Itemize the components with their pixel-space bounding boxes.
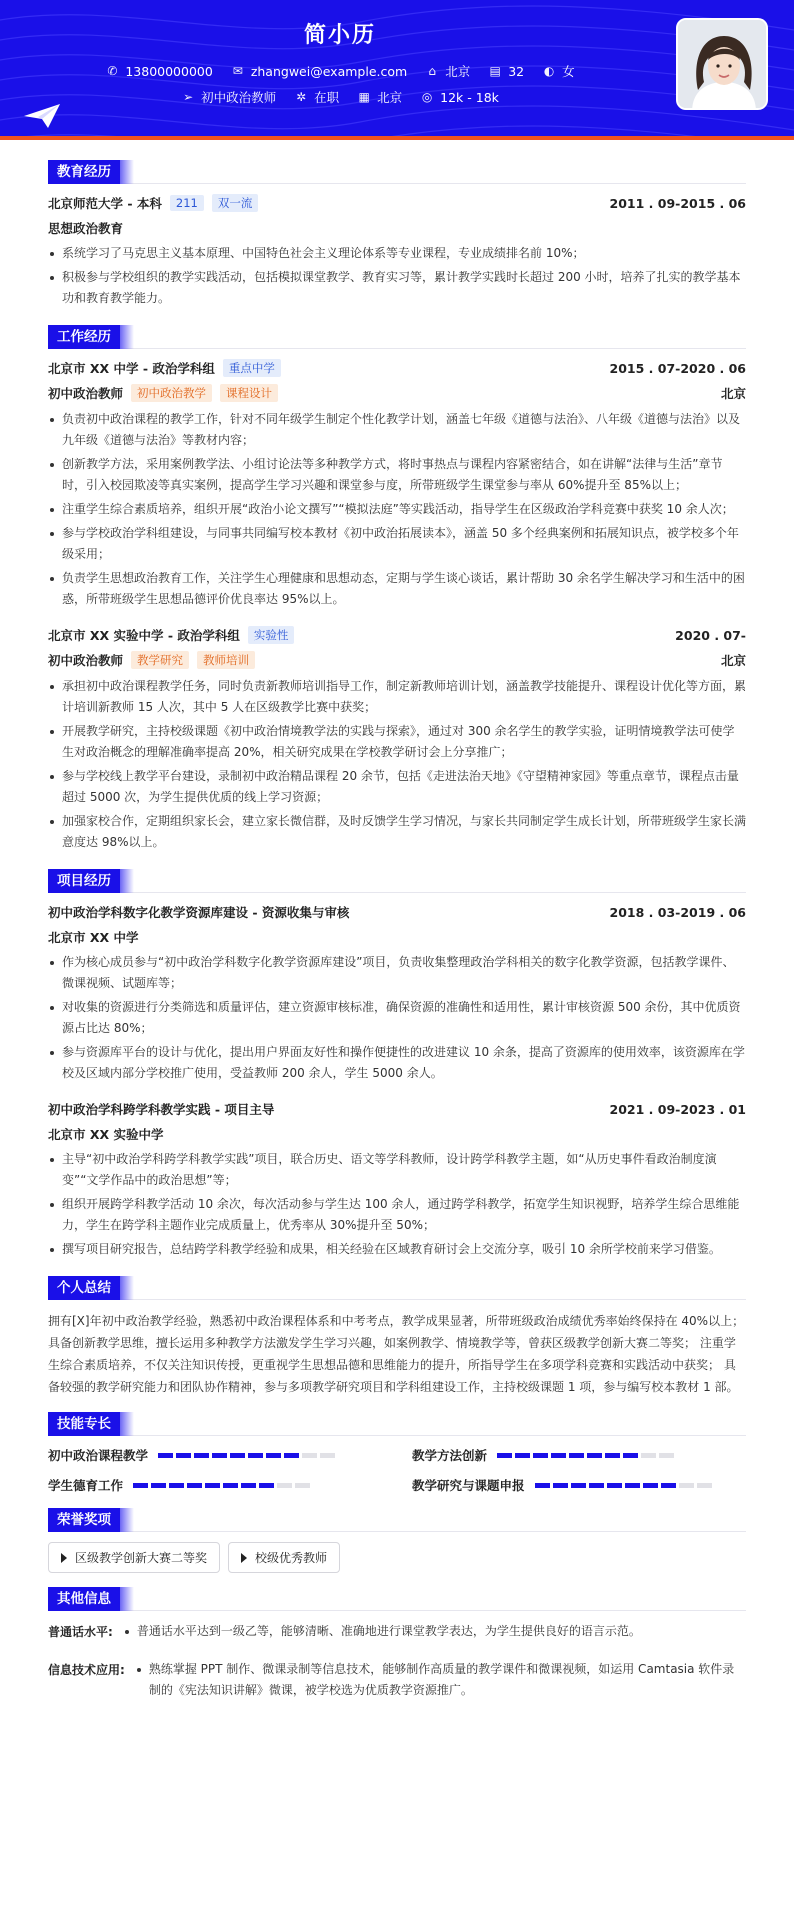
section-title: [48, 869, 746, 893]
gear-icon: ✲: [296, 90, 307, 104]
calendar-icon: ▤: [489, 64, 501, 78]
project-name: 初中政治学科数字化教学资源库建设 - 资源收集与审核: [48, 905, 350, 920]
skill-name: 学生德育工作: [48, 1478, 124, 1493]
section-title: [48, 1412, 746, 1436]
intent-row: [0, 88, 680, 106]
skill-bar-segment: [535, 1483, 550, 1488]
entry-location: 北京: [720, 386, 746, 401]
skill-bar-segment: [241, 1483, 256, 1488]
education-entry: [48, 194, 746, 309]
skill-bar-segment: [151, 1483, 166, 1488]
school-name: 北京师范大学 - 本科: [48, 196, 162, 211]
skill-bar-segment: [661, 1483, 676, 1488]
list-item: 普通话水平达到一级乙等，能够清晰、准确地进行课堂教学表达，为学生提供良好的语言示范。: [123, 1621, 746, 1642]
other-section: [48, 1587, 746, 1704]
entry-date: 2021 . 09-2023 . 01: [609, 1101, 746, 1117]
list-item: 参与学校线上教学平台建设，录制初中政治精品课程 20 余节，包括《走进法治天地》《守望精神家园》等重点章节，课程点击量超过 5000 次，为学生提供优质的线上学习资源；: [48, 766, 746, 808]
section-title-tail: [120, 1412, 134, 1436]
honors-list: [48, 1542, 746, 1573]
skill-bar-segment: [533, 1453, 548, 1458]
skill-bar-segment: [277, 1483, 292, 1488]
skill-bar-segment: [133, 1483, 148, 1488]
play-icon: [61, 1553, 67, 1563]
gender-text: 女: [562, 64, 575, 79]
bullet-list: [48, 1149, 746, 1260]
list-item: 参与资源库平台的设计与优化，提出用户界面友好性和操作便捷性的改进建议 10 余条，提高了资源库的使用效率，该资源库在学校及区域内部分学校推广使用，受益教师 200 余人，学生 5000 余人。: [48, 1042, 746, 1084]
entry-head-left: [48, 1100, 274, 1118]
skill-bar-segment: [158, 1453, 173, 1458]
section-title: [48, 1587, 746, 1611]
work-entry: [48, 359, 746, 610]
role-head-left: [48, 384, 278, 402]
role-head: [48, 384, 746, 402]
role-head-left: [48, 651, 255, 669]
list-item: 组织开展跨学科教学活动 10 余次，每次活动参与学生达 100 余人，通过跨学科教学，拓宽学生知识视野，培养学生综合思维能力，学生在跨学科主题作业完成质量上，优秀率从 30%提升至 50%；: [48, 1194, 746, 1236]
list-item: 负责初中政治课程的教学工作，针对不同年级学生制定个性化教学计划，涵盖七年级《道德与法治》、八年级《道德与法治》以及九年级《道德与法治》等教材内容；: [48, 409, 746, 451]
other-row: [48, 1659, 746, 1704]
list-item: 注重学生综合素质培养，组织开展“政治小论文撰写”“模拟法庭”等实践活动，指导学生在区级政治学科竞赛中获奖 10 余人次；: [48, 499, 746, 520]
org-name: 北京市 XX 实验中学 - 政治学科组: [48, 628, 240, 643]
building-icon: ▦: [358, 90, 370, 104]
honor-text: 校级优秀教师: [255, 1551, 328, 1565]
section-title-tail: [120, 1587, 134, 1611]
send-icon: ➢: [183, 90, 194, 104]
bullet-list: [48, 409, 746, 610]
skill-bar-segment: [587, 1453, 602, 1458]
list-item: 开展教学研究，主持校级课题《初中政治情境教学法的实践与探索》，通过对 300 余名学生的教学实验，证明情境教学法可使学生对政治概念的理解准确率提高 20%，相关研究成果在学校教学研讨会上分享推广；: [48, 721, 746, 763]
skill-bar-segment: [641, 1453, 656, 1458]
skill-bar-segment: [212, 1453, 227, 1458]
skill-bar-segment: [697, 1483, 712, 1488]
skill-level: [535, 1483, 712, 1488]
skill-bar-segment: [625, 1483, 640, 1488]
list-item: 撰写项目研究报告，总结跨学科教学经验和成果，相关经验在区域教育研讨会上交流分享，吸引 10 余所学校前来学习借鉴。: [48, 1239, 746, 1260]
job-item: [181, 88, 276, 106]
entry-date: 2020 . 07-: [675, 627, 746, 643]
status-item: [294, 88, 339, 106]
section-title: [48, 1276, 746, 1300]
entry-head-left: [48, 359, 281, 377]
section-title-label: 其他信息: [48, 1587, 120, 1611]
skill-bar-segment: [320, 1453, 335, 1458]
skill-bar-segment: [169, 1483, 184, 1488]
major-name: 思想政治教育: [48, 221, 124, 236]
skill-item: [48, 1446, 382, 1464]
role-name: 初中政治教师: [48, 653, 124, 668]
age-text: 32: [508, 63, 525, 79]
project-entry: [48, 1100, 746, 1260]
bullet-list: [123, 1621, 746, 1645]
skill-bar-segment: [515, 1453, 530, 1458]
role-tag: 教师培训: [197, 651, 255, 669]
honor-text: 区级教学创新大赛二等奖: [75, 1551, 208, 1565]
gender-item: [542, 62, 575, 80]
entry-head-left: [48, 903, 349, 921]
projects-section: [48, 869, 746, 1260]
entry-date: 2011 . 09-2015 . 06: [609, 195, 746, 211]
skill-bar-segment: [497, 1453, 512, 1458]
work-section: [48, 325, 746, 853]
list-item: 参与学校政治学科组建设，与同事共同编写校本教材《初中政治拓展读本》，涵盖 50 多个经典案例和拓展知识点，被学校多个年级采用；: [48, 523, 746, 565]
skill-bar-segment: [284, 1453, 299, 1458]
section-title-tail: [120, 160, 134, 184]
candidate-name: 简小历: [303, 23, 376, 48]
section-title: [48, 1508, 746, 1532]
skill-name: 初中政治课程教学: [48, 1448, 149, 1463]
job-text: 初中政治教师: [201, 90, 277, 105]
section-title-label: 项目经历: [48, 869, 120, 893]
other-row: [48, 1621, 746, 1645]
skill-level: [133, 1483, 310, 1488]
role-name: 初中政治教师: [48, 386, 124, 401]
skills-section: [48, 1412, 746, 1494]
entry-head: [48, 903, 746, 921]
coin-icon: ◎: [421, 90, 433, 104]
skill-bar-segment: [187, 1483, 202, 1488]
city-text: 北京: [445, 64, 471, 79]
honor-chip: [228, 1542, 340, 1573]
skill-bar-segment: [302, 1453, 317, 1458]
entry-head-left: [48, 626, 294, 644]
section-title-tail: [120, 1276, 134, 1300]
role-tag: 初中政治教学: [131, 384, 212, 402]
project-entry: [48, 903, 746, 1084]
skill-bar-segment: [223, 1483, 238, 1488]
work-entry: [48, 626, 746, 853]
contact-row: [0, 62, 680, 80]
skill-bar-segment: [623, 1453, 638, 1458]
skill-item: [412, 1476, 746, 1494]
bullet-list: [135, 1659, 746, 1704]
list-item: 对收集的资源进行分类筛选和质量评估，建立资源审核标准，确保资源的准确性和适用性，累计审核资源 500 余份，其中优质资源占比达 80%；: [48, 997, 746, 1039]
role-tag: 教学研究: [131, 651, 189, 669]
section-title: [48, 160, 746, 184]
other-key: 信息技术应用:: [48, 1663, 125, 1677]
project-name: 初中政治学科跨学科教学实践 - 项目主导: [48, 1102, 275, 1117]
skill-bar-segment: [205, 1483, 220, 1488]
skill-bar-segment: [194, 1453, 209, 1458]
phone-item: [105, 62, 212, 80]
org-name: 北京市 XX 中学 - 政治学科组: [48, 361, 215, 376]
home-icon: ⌂: [428, 64, 437, 78]
section-title-label: 工作经历: [48, 325, 120, 349]
entry-head-left: [48, 194, 258, 212]
skill-bar-segment: [230, 1453, 245, 1458]
entry-date: 2015 . 07-2020 . 06: [609, 360, 746, 376]
entry-head: [48, 626, 746, 644]
phone-icon: ✆: [107, 64, 118, 78]
skill-bar-segment: [643, 1483, 658, 1488]
skill-bar-segment: [571, 1483, 586, 1488]
section-title-label: 教育经历: [48, 160, 120, 184]
list-item: 承担初中政治课程教学任务，同时负责新教师培训指导工作，制定新教师培训计划，涵盖教学技能提升、课程设计优化等方面，累计培训新教师 15 人次，其中 5 人在区级教学比赛中获奖；: [48, 676, 746, 718]
list-item: 积极参与学校组织的教学实践活动，包括模拟课堂教学、教育实习等，累计教学实践时长超过 200 小时，培养了扎实的教学基本功和教育教学能力。: [48, 267, 746, 309]
school-tag: 211: [170, 195, 204, 211]
section-title-label: 技能专长: [48, 1412, 120, 1436]
section-title-label: 个人总结: [48, 1276, 120, 1300]
skill-name: 教学研究与课题申报: [412, 1478, 525, 1493]
school-tag: 双一流: [212, 194, 259, 212]
project-org: 北京市 XX 实验中学: [48, 1127, 164, 1142]
skill-level: [158, 1453, 335, 1458]
entry-head: [48, 1100, 746, 1118]
target-city-text: 北京: [377, 90, 403, 105]
gender-icon: ◐: [543, 64, 555, 78]
entry-location: 北京: [720, 653, 746, 668]
salary-item: [420, 88, 499, 106]
email-text: zhangwei@example.com: [250, 63, 408, 79]
skills-grid: [48, 1446, 746, 1494]
org-tag: 实验性: [248, 626, 295, 644]
skill-bar-segment: [659, 1453, 674, 1458]
skill-name: 教学方法创新: [412, 1448, 488, 1463]
skill-bar-segment: [259, 1483, 274, 1488]
skill-bar-segment: [679, 1483, 694, 1488]
paper-plane-icon: [22, 102, 62, 130]
age-item: [488, 62, 524, 80]
skill-bar-segment: [551, 1453, 566, 1458]
skill-bar-segment: [605, 1453, 620, 1458]
skill-bar-segment: [295, 1483, 310, 1488]
list-item: 创新教学方法，采用案例教学法、小组讨论法等多种教学方式，将时事热点与课程内容紧密结合，如在讲解“法律与生活”章节时，引入校园欺凌等真实案例，提高学生学习兴趣和课堂参与度，所带班级学生课堂参与率从 60%提升至 85%以上；: [48, 454, 746, 496]
section-title-label: 荣誉奖项: [48, 1508, 120, 1532]
phone-text: 13800000000: [125, 63, 213, 79]
summary-section: [48, 1276, 746, 1398]
skill-bar-segment: [176, 1453, 191, 1458]
entry-date: 2018 . 03-2019 . 06: [609, 904, 746, 920]
skill-bar-segment: [248, 1453, 263, 1458]
bullet-list: [48, 243, 746, 309]
city-item: [425, 62, 470, 80]
entry-head: [48, 359, 746, 377]
honor-chip: [48, 1542, 220, 1573]
mail-icon: ✉: [232, 64, 243, 78]
list-item: 熟练掌握 PPT 制作、微课录制等信息技术，能够制作高质量的教学课件和微课视频，如运用 Camtasia 软件录制的《宪法知识讲解》微课，被学校选为优质教学资源推广。: [135, 1659, 746, 1701]
section-title-tail: [120, 325, 134, 349]
skill-bar-segment: [553, 1483, 568, 1488]
skill-item: [412, 1446, 746, 1464]
target-city-item: [357, 88, 402, 106]
entry-head: [48, 194, 746, 212]
skill-bar-segment: [569, 1453, 584, 1458]
list-item: 作为核心成员参与“初中政治学科数字化教学资源库建设”项目，负责收集整理政治学科相关的数字化教学资源，包括教学课件、微课视频、试题库等；: [48, 952, 746, 994]
org-tag: 重点中学: [223, 359, 281, 377]
other-key: 普通话水平:: [48, 1625, 113, 1639]
status-text: 在职: [314, 90, 340, 105]
bullet-list: [48, 952, 746, 1084]
avatar-photo: [678, 20, 768, 110]
honors-section: [48, 1508, 746, 1573]
education-section: [48, 160, 746, 309]
list-item: 系统学习了马克思主义基本原理、中国特色社会主义理论体系等专业课程，专业成绩排名前 10%；: [48, 243, 746, 264]
role-tag: 课程设计: [220, 384, 278, 402]
skill-bar-segment: [607, 1483, 622, 1488]
play-icon: [241, 1553, 247, 1563]
resume-header: [0, 0, 794, 140]
summary-text: 拥有[X]年初中政治教学经验，熟悉初中政治课程体系和中考考点，教学成果显著，所带班级政治成绩优秀率始终保持在 40%以上； 具备创新教学思维，擅长运用多种教学方法激发学生学习兴趣，如案例教学、情境教学等，曾获区级教学创新大赛二等奖； 注重学生综合素质培养，不仅关注知识传授，更重视学生思想品德和思维能力的提升，所指导学生在多项学科竞赛和实践活动中获奖； 具备较强的教学研究能力和团队协作精神，参与多项教学研究项目和学科组建设工作，主持校级课题 1 项，参与编写校本教材 1 部。: [48, 1314, 745, 1394]
section-title-tail: [120, 1508, 134, 1532]
email-item: [231, 62, 407, 80]
role-head: [48, 651, 746, 669]
avatar: [676, 18, 768, 110]
project-org: 北京市 XX 中学: [48, 930, 139, 945]
section-title: [48, 325, 746, 349]
bullet-list: [48, 676, 746, 853]
list-item: 加强家校合作，定期组织家长会，建立家长微信群，及时反馈学生学习情况，与家长共同制定学生成长计划，所带班级学生家长满意度达 98%以上。: [48, 811, 746, 853]
list-item: 主导“初中政治学科跨学科教学实践”项目，联合历史、语文等学科教师，设计跨学科教学主题，如“从历史事件看政治制度演变”“文学作品中的政治思想”等；: [48, 1149, 746, 1191]
salary-text: 12k - 18k: [440, 89, 499, 105]
list-item: 负责学生思想政治教育工作，关注学生心理健康和思想动态，定期与学生谈心谈话，累计帮助 30 余名学生解决学习和生活中的困惑，所带班级学生思想品德评价优良率达 95%以上。: [48, 568, 746, 610]
skill-level: [497, 1453, 674, 1458]
skill-bar-segment: [589, 1483, 604, 1488]
skill-bar-segment: [266, 1453, 281, 1458]
skill-item: [48, 1476, 382, 1494]
section-title-tail: [120, 869, 134, 893]
